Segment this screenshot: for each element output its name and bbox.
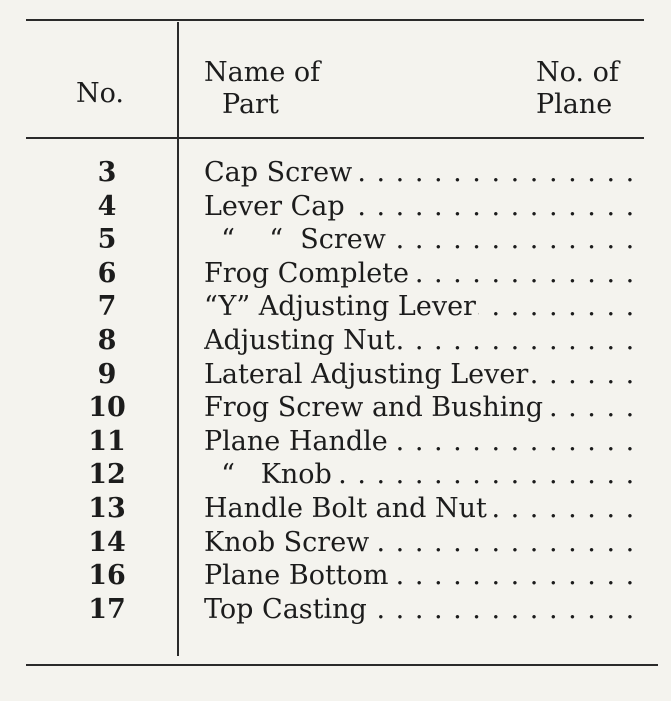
part-name: Adjusting Nut bbox=[204, 324, 396, 356]
part-name-cell bbox=[204, 290, 647, 324]
table-row bbox=[0, 593, 671, 627]
part-name: Top Casting bbox=[204, 593, 367, 625]
part-name-cell bbox=[204, 526, 647, 560]
part-name-cell bbox=[204, 593, 647, 627]
part-name-cell bbox=[204, 425, 647, 459]
part-number: 4 bbox=[97, 190, 117, 222]
part-name: Plane Bottom bbox=[204, 560, 389, 592]
part-number: 7 bbox=[97, 291, 117, 323]
header-rule bbox=[26, 137, 644, 139]
part-name: Cap Screw bbox=[204, 157, 353, 188]
table-row bbox=[0, 559, 671, 593]
part-name: Frog Complete bbox=[204, 257, 410, 289]
parts-table bbox=[0, 156, 671, 626]
table-row bbox=[0, 391, 671, 425]
header-part: Part bbox=[222, 89, 279, 120]
part-number: 10 bbox=[88, 392, 126, 424]
table-row bbox=[0, 425, 671, 459]
part-name: “ Knob bbox=[204, 459, 332, 491]
part-number: 5 bbox=[97, 224, 117, 256]
part-name: “ “ Screw bbox=[204, 224, 386, 256]
part-name-cell bbox=[204, 257, 647, 291]
part-number: 9 bbox=[97, 358, 117, 390]
table-row bbox=[0, 358, 671, 392]
part-name-cell bbox=[204, 358, 647, 392]
table-row bbox=[0, 257, 671, 291]
table-row bbox=[0, 290, 671, 324]
part-name-cell bbox=[204, 391, 647, 425]
bottom-rule bbox=[26, 664, 658, 666]
table-row bbox=[0, 223, 671, 257]
part-name-cell bbox=[204, 559, 647, 593]
part-number: 12 bbox=[88, 459, 126, 491]
part-name-cell bbox=[204, 190, 647, 224]
part-number: 6 bbox=[97, 257, 117, 289]
part-name-cell bbox=[204, 458, 647, 492]
part-name-cell bbox=[204, 324, 647, 358]
part-number: 3 bbox=[97, 157, 117, 188]
table-row bbox=[0, 458, 671, 492]
table-row bbox=[0, 526, 671, 560]
part-name: Plane Handle bbox=[204, 425, 388, 457]
part-name: Lever Cap bbox=[204, 190, 345, 222]
table-row bbox=[0, 190, 671, 224]
top-rule bbox=[26, 19, 644, 21]
part-number: 11 bbox=[88, 425, 126, 457]
part-number: 16 bbox=[88, 560, 126, 592]
part-name: Frog Screw and Bushing bbox=[204, 392, 544, 424]
header-plane: Plane bbox=[536, 89, 613, 120]
part-name: Lateral Adjusting Lever bbox=[204, 358, 529, 390]
table-row bbox=[0, 492, 671, 526]
part-name: Handle Bolt and Nut bbox=[204, 492, 487, 524]
table-row bbox=[0, 156, 671, 190]
part-number: 14 bbox=[88, 526, 126, 558]
part-name-cell bbox=[204, 156, 647, 190]
header-no: No. bbox=[76, 78, 124, 109]
part-number: 17 bbox=[88, 593, 126, 625]
part-name: Knob Screw bbox=[204, 526, 370, 558]
header-name-of: Name of bbox=[204, 57, 321, 88]
header-no-of: No. of bbox=[536, 57, 619, 88]
part-number: 13 bbox=[88, 492, 126, 524]
table-row bbox=[0, 324, 671, 358]
part-name-cell bbox=[204, 492, 647, 526]
part-number: 8 bbox=[97, 324, 117, 356]
part-name-cell bbox=[204, 223, 647, 257]
part-name: “Y” Adjusting Lever bbox=[204, 291, 476, 323]
